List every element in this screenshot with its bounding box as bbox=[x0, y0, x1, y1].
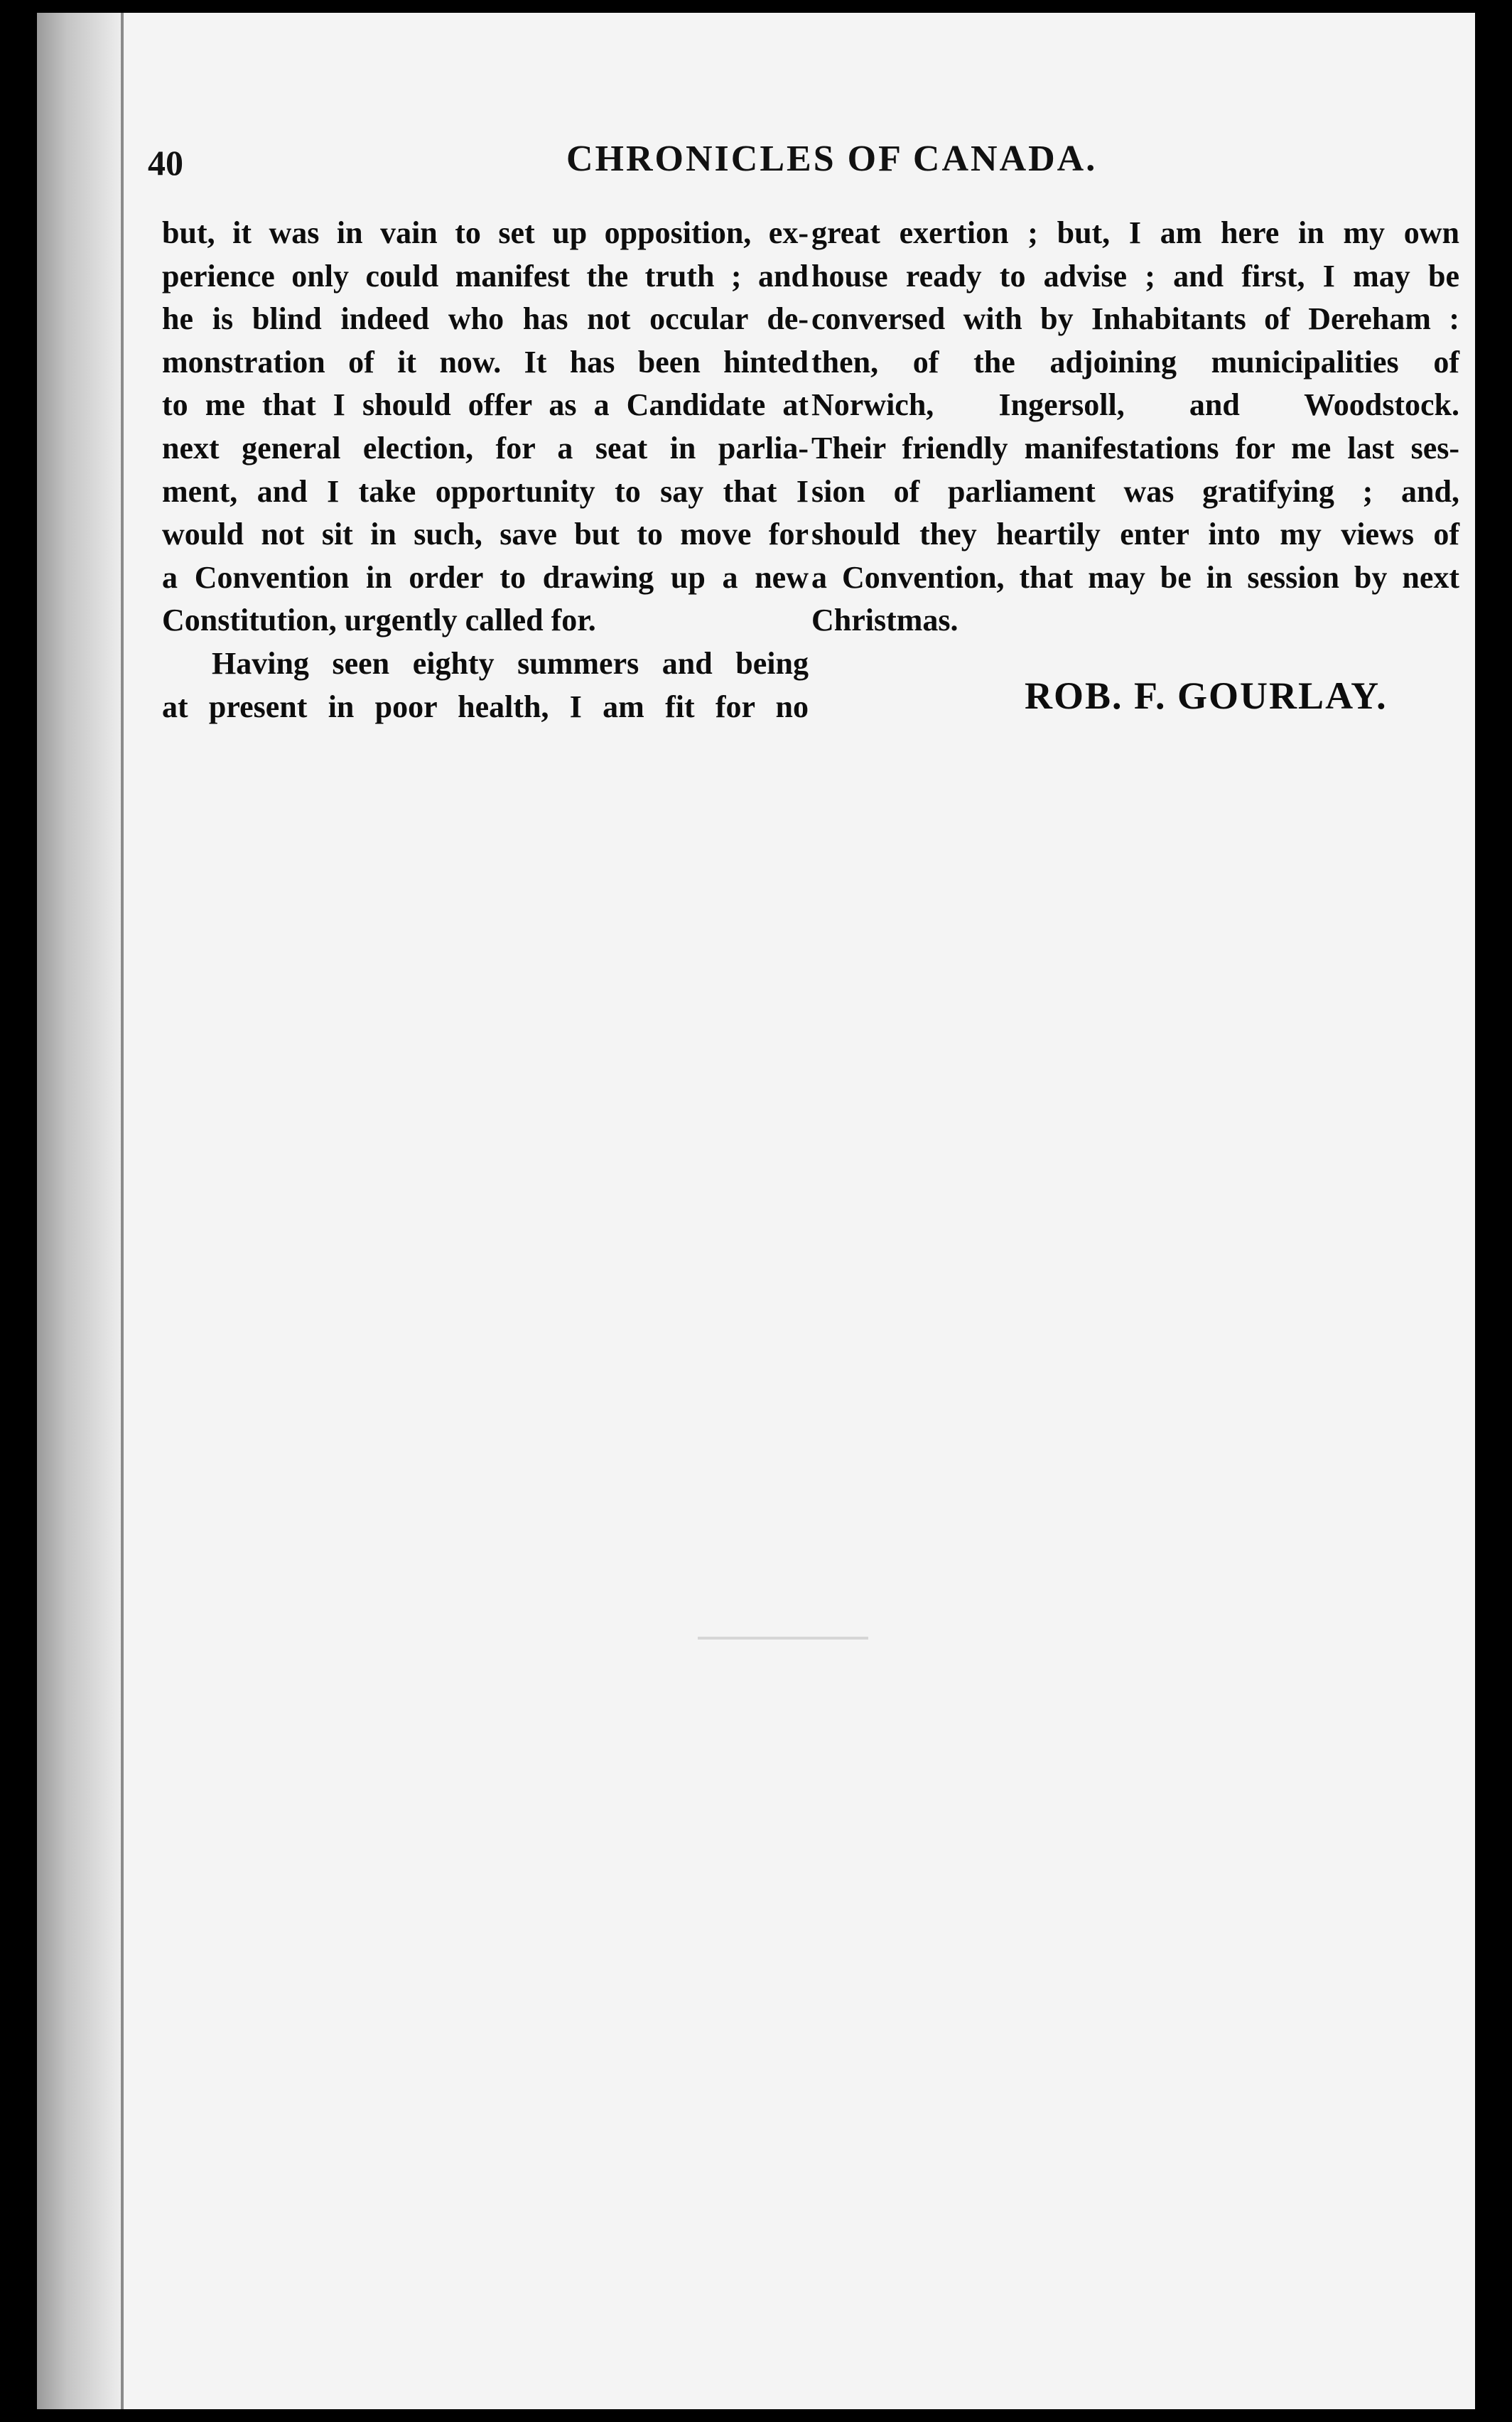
text-line: a Convention, that may be in session by next bbox=[811, 559, 1459, 595]
author-signature: ROB. F. GOURLAY. bbox=[1025, 674, 1388, 717]
text-line: Having seen eighty summers and being bbox=[212, 645, 809, 681]
left-text-column bbox=[162, 212, 809, 728]
right-text-column bbox=[811, 212, 1459, 642]
text-line: Norwich, Ingersoll, and Woodstock. bbox=[811, 387, 1459, 423]
text-line: should they heartily enter into my views of bbox=[811, 517, 1459, 552]
text-line: at present in poor health, I am fit for no bbox=[162, 689, 809, 724]
running-head-title: CHRONICLES OF CANADA. bbox=[566, 139, 1098, 179]
page-number: 40 bbox=[148, 143, 183, 183]
text-line: sion of parliament was gratifying ; and, bbox=[811, 473, 1459, 509]
text-line: perience only could manifest the truth ; and bbox=[162, 258, 809, 294]
text-line: then, of the adjoining municipalities of bbox=[811, 344, 1459, 380]
text-line: Their friendly manifestations for me last ses- bbox=[811, 430, 1459, 465]
text-line: would not sit in such, save but to move for bbox=[162, 517, 809, 552]
text-line: but, it was in vain to set up opposition, ex- bbox=[162, 215, 809, 250]
book-page bbox=[37, 13, 1475, 2409]
page-gutter-line bbox=[121, 13, 124, 2409]
text-line: Constitution, urgently called for. bbox=[162, 603, 596, 638]
show-through-rule bbox=[698, 1637, 868, 1640]
text-line: to me that I should offer as a Candidate at bbox=[162, 387, 809, 423]
text-line: great exertion ; but, I am here in my own bbox=[811, 215, 1459, 250]
text-line: Christmas. bbox=[811, 603, 958, 638]
page-spine-shadow bbox=[37, 13, 122, 2409]
text-line: monstration of it now. It has been hinted bbox=[162, 344, 809, 380]
text-line: ment, and I take opportunity to say that I bbox=[162, 473, 809, 509]
text-line: house ready to advise ; and first, I may be bbox=[811, 258, 1459, 294]
text-line: he is blind indeed who has not occular de- bbox=[162, 301, 809, 337]
text-line: a Convention in order to drawing up a new bbox=[162, 559, 809, 595]
text-line: next general election, for a seat in parlia- bbox=[162, 430, 809, 465]
text-line: conversed with by Inhabitants of Dereham : bbox=[811, 301, 1459, 337]
